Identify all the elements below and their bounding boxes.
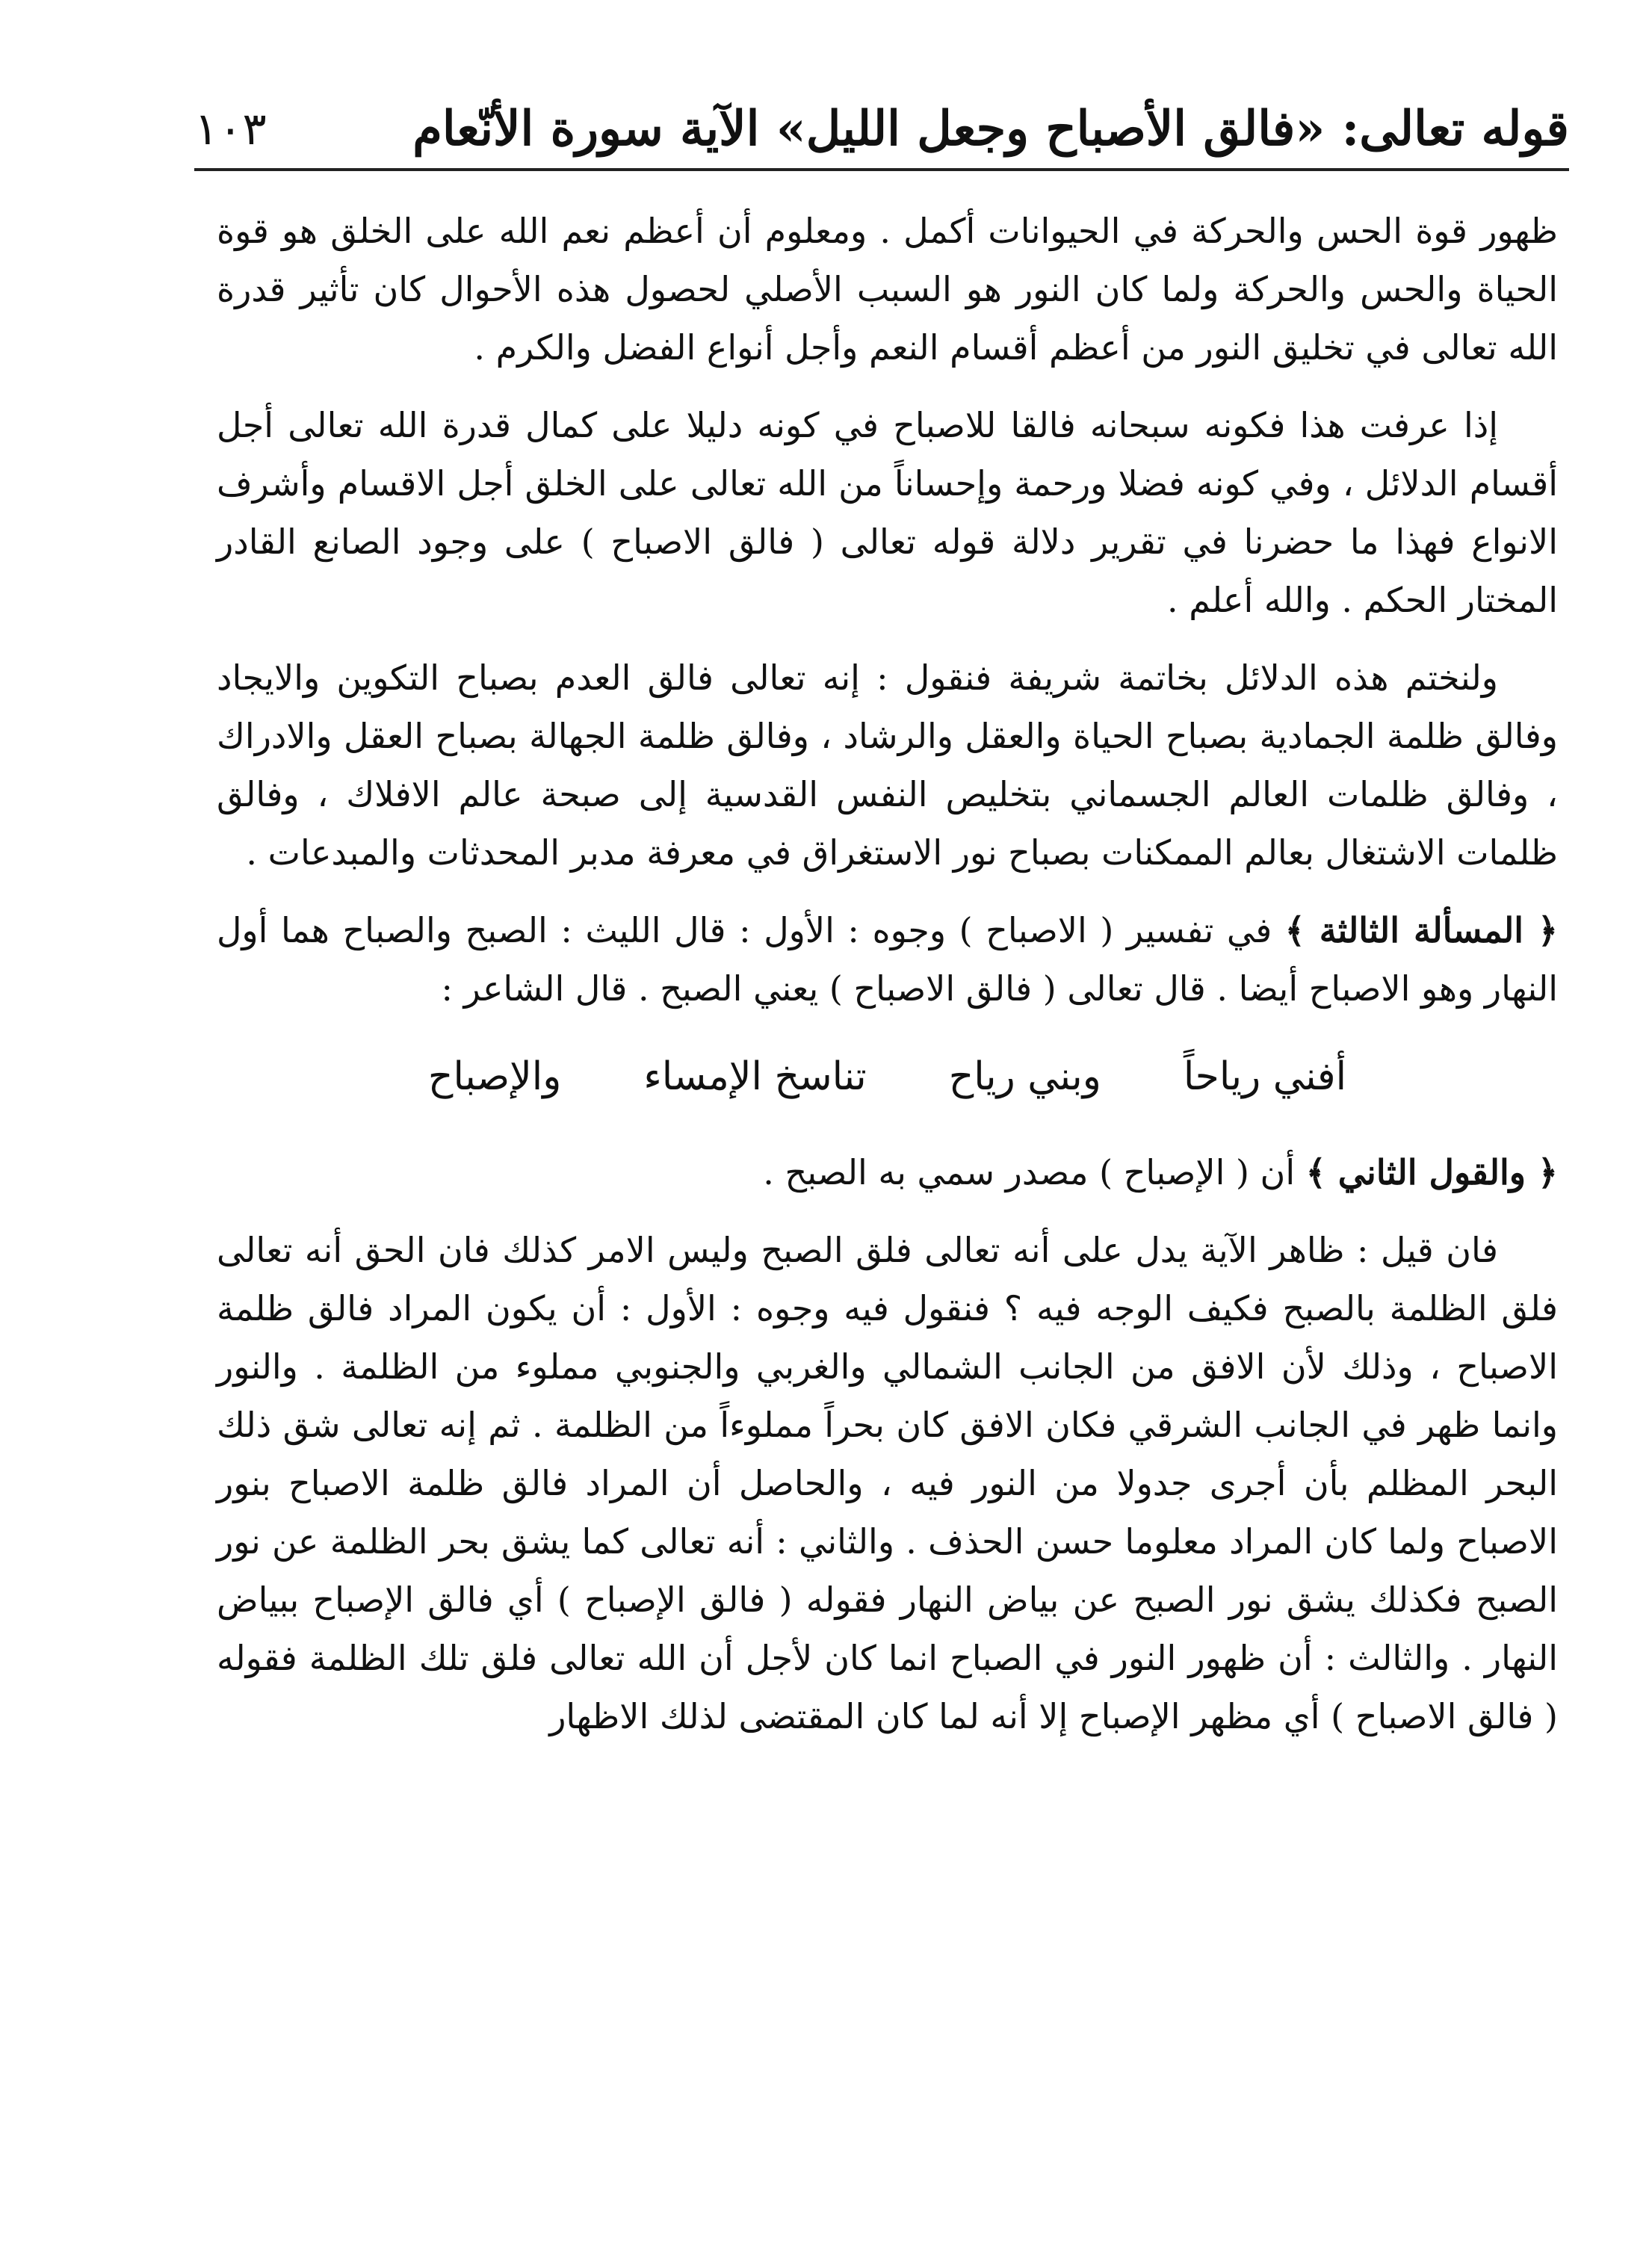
verse-word: والإصباح xyxy=(427,1054,562,1099)
verse-word: أفني رياحاً xyxy=(1183,1054,1347,1099)
header-divider xyxy=(194,168,1569,171)
second-saying-text: أن ( الإصباح ) مصدر سمي به الصبح . xyxy=(763,1152,1306,1192)
paragraph: ظهور قوة الحس والحركة في الحيوانات أكمل . ومعلوم أن أعظم نعم الله على الخلق هو قوة الحياة والحس والحركة ولما كان النور هو السبب الأصلي لحصول هذه الأحوال كان تأثير قدرة الله تعالى في تخليق النور من أعظم أقسام النعم وأجل أنواع الفضل والكرم . xyxy=(217,211,1558,368)
paragraph: فان قيل : ظاهر الآية يدل على أنه تعالى فلق الصبح وليس الامر كذلك فان الحق أنه تعالى فلق الظلمة بالصبح فكيف الوجه فيه ؟ فنقول فيه وجوه : الأول : أن يكون المراد فالق ظلمة الاصباح ، وذلك لأن الافق من الجانب الشمالي والغربي والجنوبي مملوء من الظلمة . والنور وانما ظهر في الجانب الشرقي فكان الافق كان بحراً مملوءاً من الظلمة . ثم إنه تعالى شق ذلك البحر المظلم بأن أجرى جدولا من النور فيه ، والحاصل أن المراد فالق ظلمة الاصباح بنور الاصباح ولما كان المراد معلوما حسن الحذف . والثاني : أنه تعالى كما يشق بحر الظلمة عن نور الصبح فكذلك يشق نور الصبح عن بياض النهار فقوله ( فالق الإصباح ) أي فالق الإصباح ببياض النهار . والثالث : أن ظهور النور في الصباح انما كان لأجل أن الله تعالى فلق تلك الظلمة فقوله ( فالق الاصباح ) أي مظهر الإصباح إلا أنه لما كان المقتضى لذلك الاظهار xyxy=(217,1230,1558,1736)
running-title: قوله تعالى: «فالق الأصباح وجعل الليل» الآية سورة الأنّعام xyxy=(412,101,1569,157)
second-saying-heading: ﴿ والقول الثاني ﴾ xyxy=(1305,1152,1558,1192)
page-number: ١٠٣ xyxy=(194,103,267,155)
third-issue-paragraph xyxy=(217,901,1558,1018)
verse-word: وبني رياح xyxy=(948,1054,1101,1099)
third-issue-heading: ﴿ المسألة الثالثة ﴾ xyxy=(1284,910,1559,950)
paragraph: ولنختم هذه الدلائل بخاتمة شريفة فنقول : إنه تعالى فالق العدم بصباح التكوين والايجاد وفالق ظلمة الجمادية بصباح الحياة والعقل والرشاد ، وفالق ظلمة الجهالة بصباح العقل والادراك ، وفالق ظلمات العالم الجسماني بتخليص النفس القدسية إلى صبحة عالم الافلاك ، وفالق ظلمات الاشتغال بعالم الممكنات بصباح نور الاستغراق في معرفة مدبر المحدثات والمبدعات . xyxy=(217,658,1558,873)
main-text xyxy=(217,202,1558,1765)
verse-word: تناسخ الإمساء xyxy=(643,1054,867,1099)
second-saying-line xyxy=(217,1143,1558,1201)
paragraph: إذا عرفت هذا فكونه سبحانه فالقا للاصباح في كونه دليلا على كمال قدرة الله تعالى أجل أقسام الدلائل ، وفي كونه فضلا ورحمة وإحساناً من الله تعالى على الخلق أجل الاقسام وأشرف الانواع فهذا ما حضرنا في تقرير دلالة قوله تعالى ( فالق الاصباح ) على وجود الصانع القادر المختار الحكم . والله أعلم . xyxy=(217,405,1558,620)
third-issue-text: في تفسير ( الاصباح ) وجوه : الأول : قال الليث : الصبح والصباح هما أول النهار وهو الاصباح أيضا . قال تعالى ( فالق الاصباح ) يعني الصبح . قال الشاعر : xyxy=(217,910,1558,1009)
page-header xyxy=(194,88,1569,170)
poetry-verse xyxy=(217,1043,1558,1110)
